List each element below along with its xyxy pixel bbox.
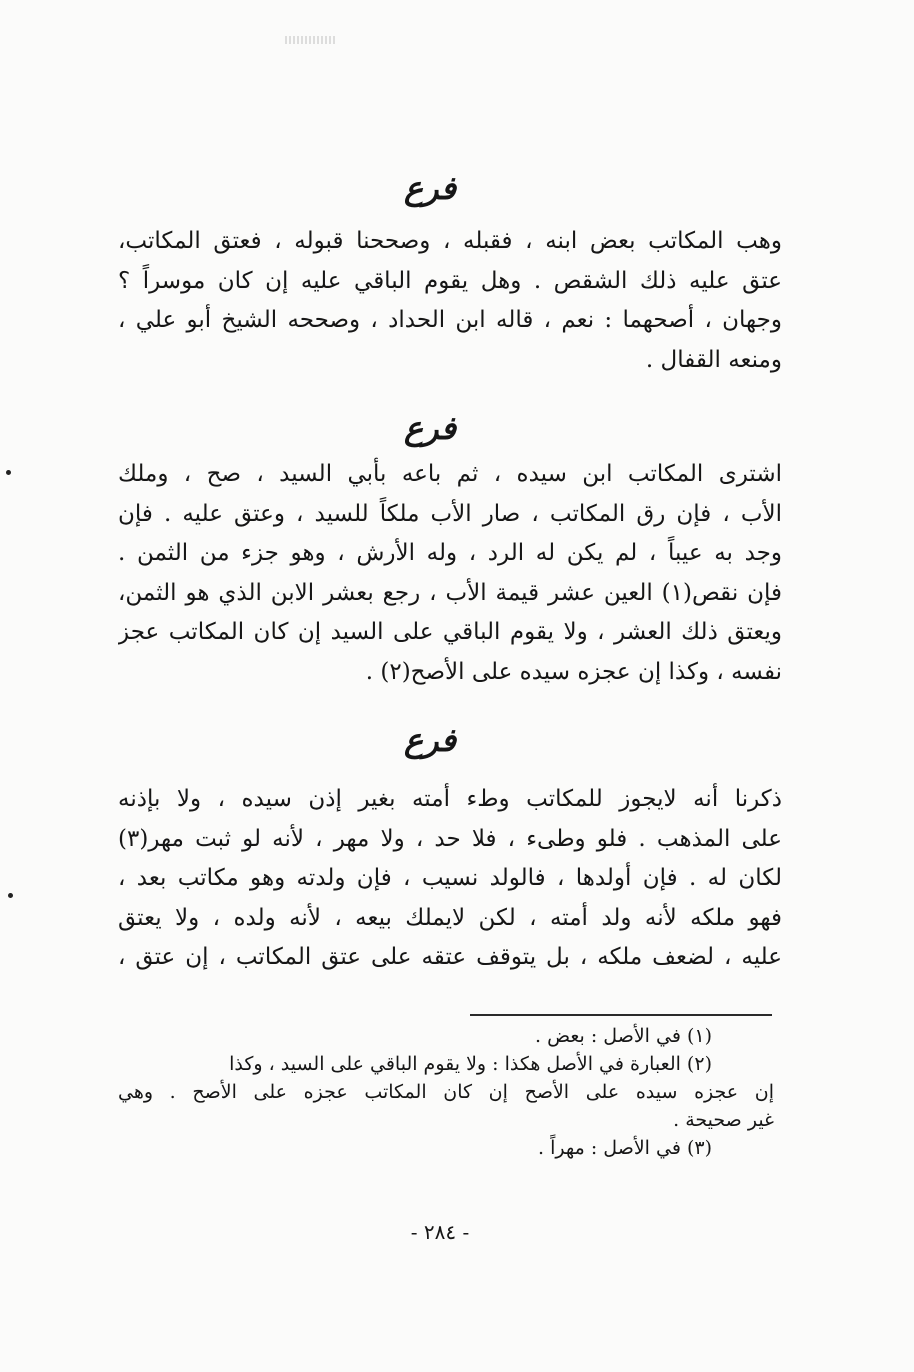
page-number: - ٢٨٤ - xyxy=(410,1220,470,1244)
section-heading: فرع xyxy=(403,169,457,207)
text-line: ومنعه القفال . xyxy=(645,346,782,373)
text-line: الأب ، فإن رق المكاتب ، صار الأب ملكاً للسيد ، وعتق عليه . فإن xyxy=(118,500,782,527)
footnote-line: غير صحيحة . xyxy=(673,1109,774,1131)
section-heading: فرع xyxy=(403,409,457,447)
text-line: لكان له . فإن أولدها ، فالولد نسيب ، فإن ولدته وهو مكاتب بعد ، xyxy=(118,865,782,891)
margin-dot xyxy=(6,470,11,475)
section-heading: فرع xyxy=(403,721,457,759)
section-paragraph xyxy=(118,222,782,380)
text-line: نفسه ، وكذا إن عجزه سيده على الأصح(٢) . xyxy=(365,658,782,685)
text-line: وجهان ، أصحهما : نعم ، قاله ابن الحداد ، وصححه الشيخ أبو علي ، xyxy=(118,307,782,333)
text-line: فإن نقص(١) العين عشر قيمة الأب ، رجع بعشر الابن الذي هو الثمن، xyxy=(118,579,782,606)
footnote-line: (٣) في الأصل : مهراً . xyxy=(538,1137,712,1159)
text-line: اشترى المكاتب ابن سيده ، ثم باعه بأبي السيد ، صح ، وملك xyxy=(118,461,782,487)
margin-dot xyxy=(8,893,13,898)
section-paragraph xyxy=(118,780,782,978)
text-line: عليه ، لضعف ملكه ، بل يتوقف عتقه على عتق المكاتب ، إن عتق ، xyxy=(118,944,782,970)
text-line: وهب المكاتب بعض ابنه ، فقبله ، وصححنا قبوله ، فعتق المكاتب، xyxy=(118,228,782,254)
section-paragraph xyxy=(118,455,782,692)
text-line: على المذهب . فلو وطىء ، فلا حد ، ولا مهر ، لأنه لو ثبت مهر(٣) xyxy=(118,825,782,852)
text-line: ويعتق ذلك العشر ، ولا يقوم الباقي على السيد إن كان المكاتب عجز xyxy=(118,619,782,645)
footnote-line: (٢) العبارة في الأصل هكذا : ولا يقوم الباقي على السيد ، وكذا xyxy=(229,1053,712,1075)
footnote-line: إن عجزه سيده على الأصح إن كان المكاتب عجزه على الأصح . وهي xyxy=(118,1081,774,1103)
footnote-line: (١) في الأصل : بعض . xyxy=(535,1025,712,1047)
scan-artifact xyxy=(285,36,337,44)
text-line: ذكرنا أنه لايجوز للمكاتب وطء أمته بغير إذن سيده ، ولا بإذنه xyxy=(118,786,782,812)
footnotes xyxy=(118,1022,774,1162)
text-line: فهو ملكه لأنه ولد أمته ، لكن لايملك بيعه ، لأنه ولده ، ولا يعتق xyxy=(118,904,782,931)
footnote-divider xyxy=(470,1014,772,1016)
text-line: عتق عليه ذلك الشقص . وهل يقوم الباقي عليه إن كان موسراً ؟ xyxy=(118,267,782,294)
text-line: وجد به عيباً ، لم يكن له الرد ، وله الأرش ، وهو جزء من الثمن . xyxy=(118,540,782,566)
